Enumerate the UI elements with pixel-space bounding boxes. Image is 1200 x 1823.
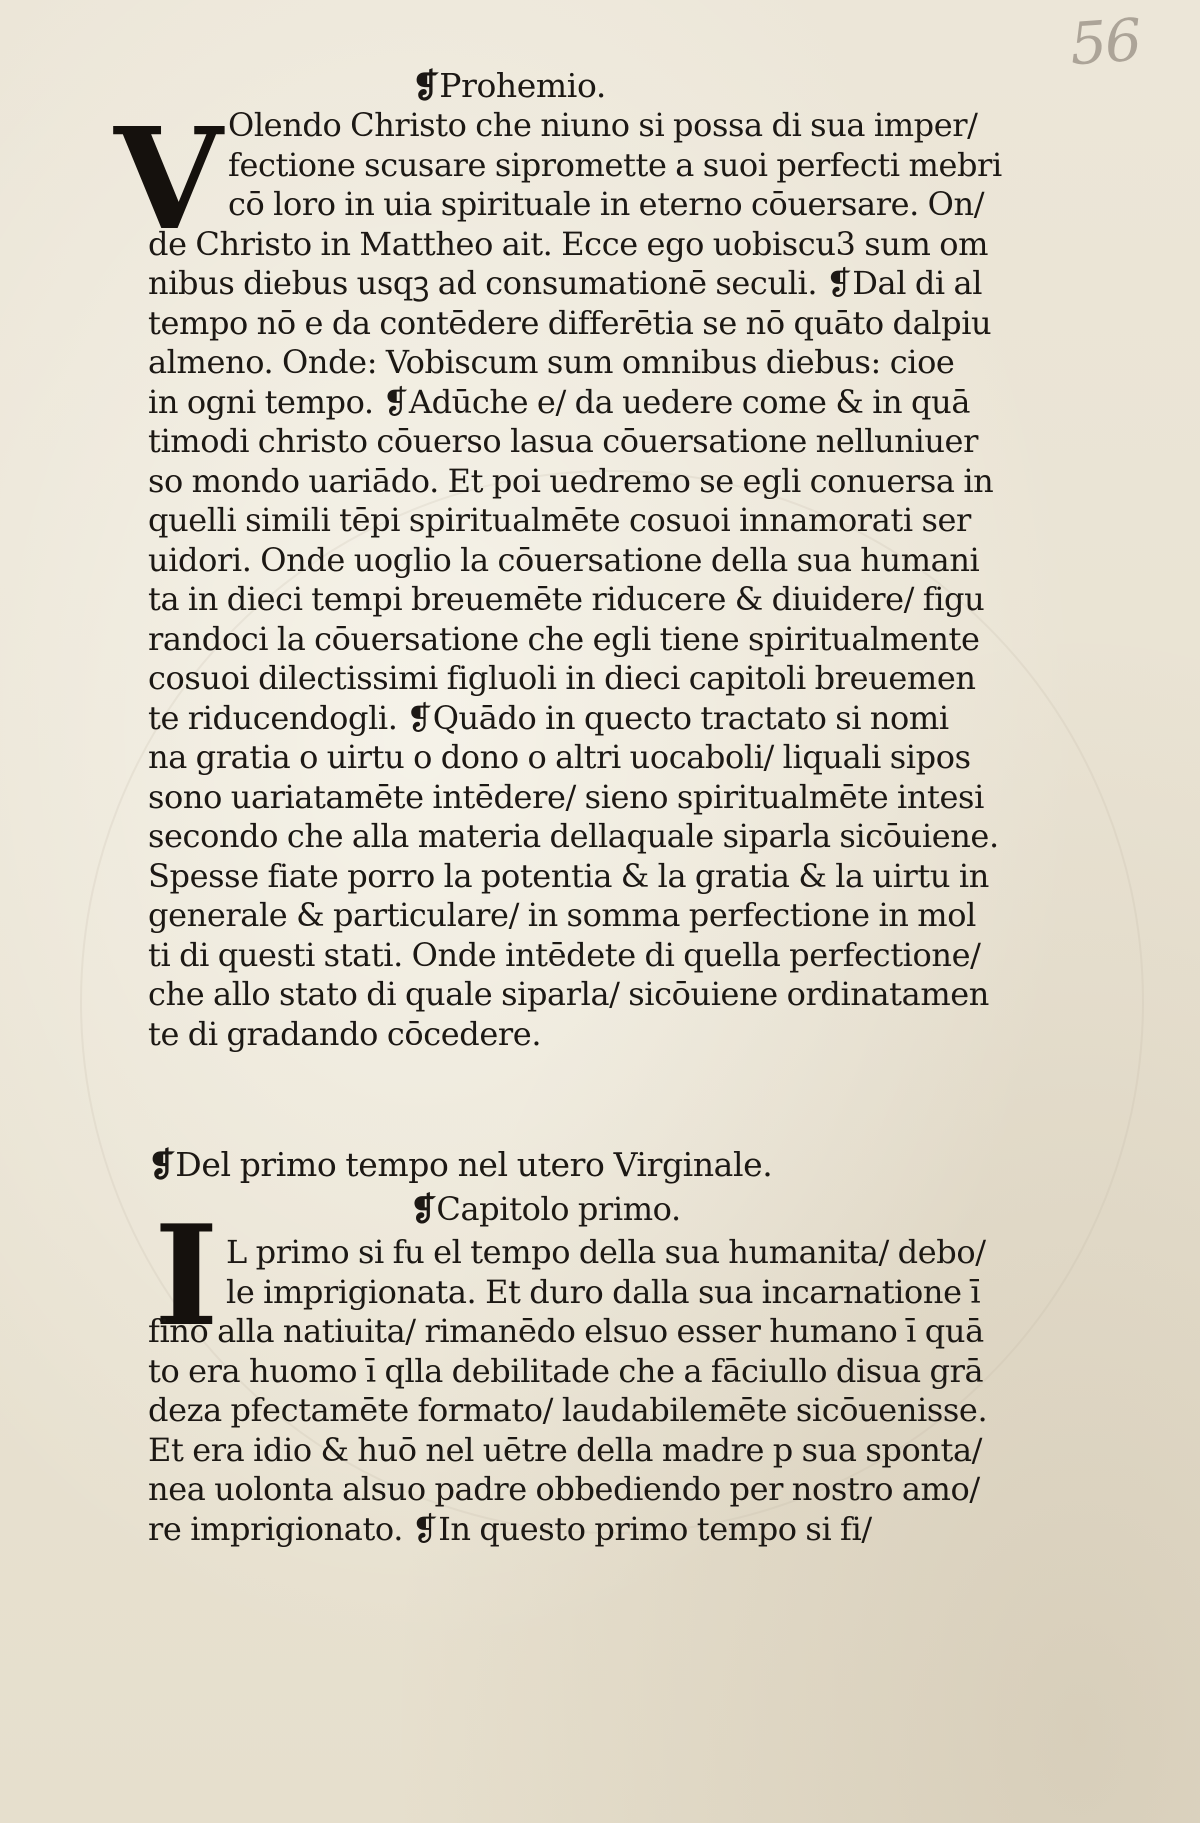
prologue-line: cosuoi dilectissimi figluoli in dieci capitoli breuemen <box>148 659 976 697</box>
dropcap-i: I <box>154 1194 219 1357</box>
section-heading <box>148 1145 772 1185</box>
prologue-heading-text: Prohemio. <box>439 66 606 105</box>
prologue-line: so mondo uariādo. Et poi uedremo se egli conuersa in <box>148 461 994 500</box>
chapter-heading-text: Capitolo primo. <box>436 1190 681 1228</box>
chapter-heading <box>410 1189 681 1229</box>
prologue-line: Spesse fiate porro la potentia & la gratia & la uirtu in <box>148 856 989 895</box>
prologue-line: uidori. Onde uoglio la cōuersatione della sua humani <box>148 540 980 579</box>
prologue-line: Olendo Christo che niuno si possa di sua imper/ <box>228 106 978 144</box>
prologue-line: generale & particulare/ in somma perfectione in mol <box>148 896 976 934</box>
prologue-line: ta in dieci tempi breuemēte riducere & diuidere/ figu <box>148 580 985 618</box>
prologue-line: te di gradando cōcedere. <box>148 1014 542 1053</box>
prologue-line: te riducendogli. ❡Quādo in quecto tractato si nomi <box>148 698 949 737</box>
folio-number: 56 <box>1067 5 1143 79</box>
prologue-line: quelli simili tēpi spiritualmēte cosuoi innamorati ser <box>148 501 971 539</box>
prologue-line: de Christo in Mattheo ait. Ecce ego uobiscu3 sum om <box>148 224 989 263</box>
prologue-line: tempo nō e da contēdere differētia se nō quāto dalpiu <box>148 303 992 342</box>
prologue-line: cō loro in uia spirituale in eterno cōuersare. On/ <box>228 185 985 223</box>
chapter-line: fino alla natiuita/ rimanēdo elsuo esser humano ī quā <box>148 1312 984 1350</box>
prologue-line: randoci la cōuersatione che egli tiene spiritualmente <box>148 619 980 658</box>
prologue-line: che allo stato di quale siparla/ sicōuiene ordinatamen <box>148 975 990 1013</box>
chapter-line: le imprigionata. Et duro dalla sua incarnatione ī <box>226 1272 981 1311</box>
prologue-line: almeno. Onde: Vobiscum sum omnibus diebus: cioe <box>148 343 955 381</box>
chapter-line: deza pfectamēte formato/ laudabilemēte sicōuenisse. <box>148 1391 988 1429</box>
dropcap-v: V <box>114 98 223 262</box>
chapter-line: re imprigionato. ❡In questo primo tempo si fi/ <box>148 1509 872 1548</box>
prologue-line: ti di questi stati. Onde intēdete di quella perfectione/ <box>148 935 981 974</box>
prologue-line: nibus diebus usqꝫ ad consumationē seculi. ❡Dal di al <box>148 264 983 302</box>
prologue-line: na gratia o uirtu o dono o altri uocaboli/ liquali sipos <box>148 738 971 776</box>
prologue-line: sono uariatamēte intēdere/ sieno spiritualmēte intesi <box>148 777 984 816</box>
prologue-line: fectione scusare sipromette a suoi perfecti mebri <box>228 145 1002 184</box>
pilcrow-mark: ❡ <box>410 1190 437 1228</box>
prologue-line: timodi christo cōuerso lasua cōuersatione nelluniuer <box>148 422 978 460</box>
prologue-heading <box>412 66 606 106</box>
pilcrow-mark: ❡ <box>148 1145 176 1184</box>
chapter-line: L primo si fu el tempo della sua humanita/ debo/ <box>226 1233 986 1271</box>
pilcrow-mark: ❡ <box>412 66 440 105</box>
chapter-line: nea uolonta alsuo padre obbediendo per nostro amo/ <box>148 1470 980 1508</box>
chapter-line: Et era idio & huō nel uētre della madre p sua sponta/ <box>148 1430 983 1469</box>
prologue-line: secondo che alla materia dellaquale siparla sicōuiene. <box>148 817 999 855</box>
chapter-line: to era huomo ī qlla debilitade che a fāciullo disua grā <box>148 1351 984 1390</box>
section-heading-text: Del primo tempo nel utero Virginale. <box>175 1145 773 1184</box>
prologue-line: in ogni tempo. ❡Adūche e/ da uedere come & in quā <box>148 382 970 421</box>
